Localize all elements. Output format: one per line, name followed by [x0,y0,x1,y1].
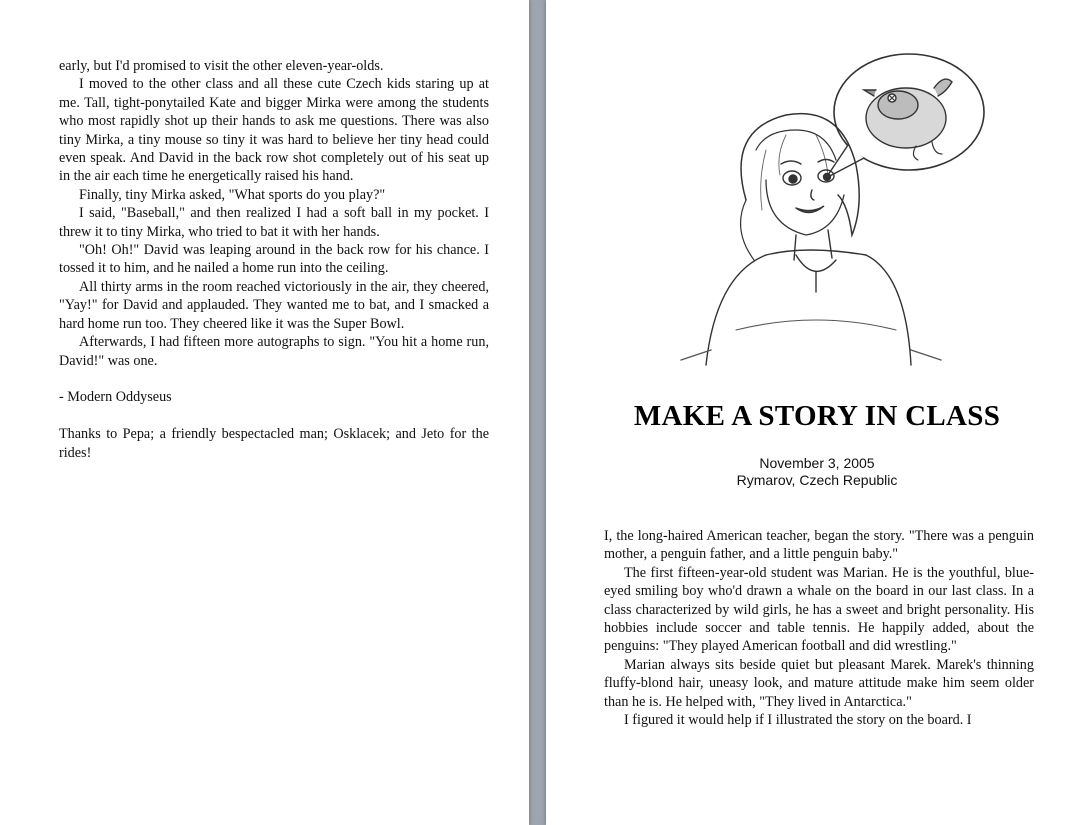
paragraph: I, the long-haired American teacher, began the story. "There was a penguin mother, a penguin father, and a little penguin baby." [604,528,1034,563]
paragraph: Afterwards, I had fifteen more autographs to sign. "You hit a home run, David!" was one. [59,334,489,369]
paragraph: Marian always sits beside quiet but pleasant Marek. Marek's thinning fluffy-blond hair, uneasy look, and mature attitude make him seem older than he is. He helped with, "They lived in Antarctica." [604,656,1034,710]
article-date: November 3, 2005 [759,455,875,471]
article-title: MAKE A STORY IN CLASS [633,400,1001,432]
paragraph: The first fifteen-year-old student was Marian. He is the youthful, blue-eyed smiling boy who'd drawn a whale on the board in our last class. In a class characterized by wild girls, he has a sweet and bright personality. His hobbies include soccer and table tennis. He happily added, about the penguins: "They played American football and did wrestling." [604,564,1034,655]
signature-line: - Modern Oddyseus [59,389,172,406]
girl-penguin-illustration [616,50,1016,370]
paragraph: I moved to the other class and all these cute Czech kids staring up at me. Tall, tight-ponytailed Kate and bigger Mirka were among the students who most rapidly shot up their hands to ask me questions. There was also tiny Mirka, a tiny mouse so tiny it was hard to believe her tiny head could even speak. And David in the back row shot completely out of his seat up in the air each time he energetically raised his hand. [59,76,489,185]
paragraph: I figured it would help if I illustrated the story on the board. I [624,712,972,729]
paragraph: early, but I'd promised to visit the other eleven-year-olds. [59,58,384,74]
paragraph: I said, "Baseball," and then realized I had a soft ball in my pocket. I threw it to tiny Mirka, who tried to bat it with her hands. [59,205,489,240]
left-page [0,0,529,825]
paragraph: "Oh! Oh!" David was leaping around in the back row for his chance. I tossed it to him, and he nailed a home run into the ceiling. [59,242,489,277]
article-location: Rymarov, Czech Republic [736,472,898,488]
paragraph: Finally, tiny Mirka asked, "What sports do you play?" [79,186,386,203]
paragraph: All thirty arms in the room reached victoriously in the air, they cheered, "Yay!" for David and applauded. They wanted me to bat, and I smacked a hard home run too. They cheered like it was the Super Bowl. [59,278,489,332]
right-page-text [604,527,1034,729]
right-page [546,0,1088,825]
article-meta [546,455,1088,489]
left-page-text [59,57,489,462]
thanks-line: Thanks to Pepa; a friendly bespectacled man; Osklacek; and Jeto for the rides! [59,426,489,461]
